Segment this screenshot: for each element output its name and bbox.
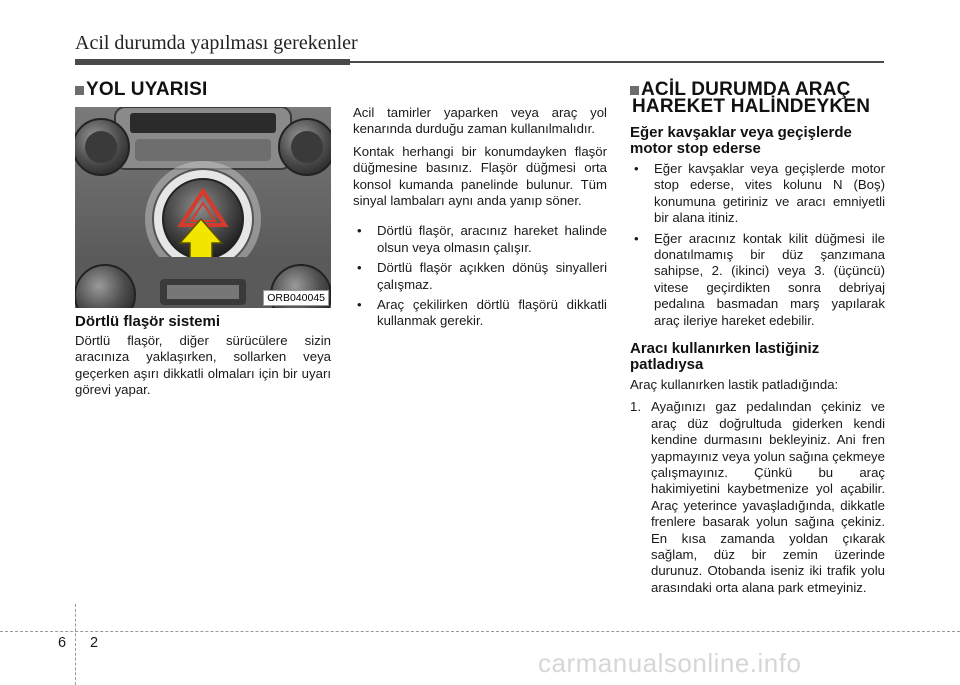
hazard-switch-figure bbox=[75, 107, 331, 308]
middle-paragraph-2: Kontak herhangi bir konumdayken flaşör düğmesine basınız. Flaşör düğmesi orta konsol kumanda panelinde bulunur. Tüm sinyal lambaları aynı anda yanıp söner. bbox=[353, 143, 607, 209]
page-number: 2 bbox=[90, 635, 99, 651]
steps-intro: Araç kullanırken lastik patladığında: bbox=[630, 377, 839, 392]
left-paragraph bbox=[75, 333, 331, 405]
right-subtitle-2: Aracı kullanırken lastiğiniz patladıysa bbox=[630, 340, 820, 373]
right-subtitle-1: Eğer kavşaklar veya geçişlerde motor stop ederse bbox=[630, 124, 852, 157]
header-title: Acil durumda yapılması gerekenler bbox=[75, 32, 358, 54]
footer-divider bbox=[0, 631, 960, 632]
middle-column bbox=[353, 105, 607, 334]
list-item: • Eğer kavşaklar veya geçişlerde motor stop ederse, vites kolunu N (Boş) konumuna getiriniz ve aracı emniyetli bir alana itiniz. bbox=[634, 161, 885, 226]
steps-list bbox=[630, 399, 885, 596]
list-item: • Eğer aracınız kontak kilit düğmesi ile donatılmamış bir düz şanzımana sahipse, 2. (ikinci) veya 3. (üçüncü) vitese geçirdikten sonra debriyaj pedalına basmadan marş yapılarak araç ileriye hareket edebilir. bbox=[634, 230, 885, 328]
hazard-switch-illustration-icon bbox=[75, 107, 331, 308]
right-bullet-list bbox=[630, 161, 885, 329]
right-section-title: ACİL DURUMDA ARAÇ HAREKET HALİNDEYKEN bbox=[632, 79, 871, 117]
left-section-title: YOL UYARISI bbox=[75, 81, 208, 98]
left-subtitle: Dörtlü flaşör sistemi bbox=[75, 313, 221, 330]
watermark: carmanualsonline.info bbox=[538, 648, 802, 678]
header-rule-thin bbox=[350, 61, 884, 63]
header-rule-thick bbox=[75, 59, 350, 65]
figure-code: ORB040045 bbox=[263, 290, 329, 306]
left-paragraph-text: Dörtlü flaşör, diğer sürücülere sizin aracınıza yaklaşırken, sollarken veya geçerken aşırı dikkatli olmaları için bir uyarı görevi yapar. bbox=[75, 333, 331, 398]
right-steps bbox=[630, 377, 885, 596]
list-item: 1. Ayağınızı gaz pedalından çekiniz ve araç düz doğrultuda giderken kendi kendine durmasını bekleyiniz. Ani fren yapmayınız veya yolun sağına çekmeye çalışmayınız. Çünkü bu araç hakimiyetini kaybetmenize yol açabilir. Araç yeterince yavaşladığında, dikkatle frenlere basarak yolun sağına çekiniz. En kısa zamanda yoldan çıkarak sağlam, düz bir zemin üzerinde durunuz. Otobanda iseniz iki trafik yolu arasındaki orta alana park etmeyiniz. bbox=[630, 399, 885, 595]
list-item: • Dörtlü flaşör açıkken dönüş sinyalleri çalışmaz. bbox=[357, 260, 607, 292]
section-marker-icon bbox=[75, 86, 84, 95]
footer-divider-vertical bbox=[75, 604, 76, 685]
middle-paragraph-1: Acil tamirler yaparken veya araç yol kenarında durduğu zaman kullanılmalıdır. bbox=[353, 105, 607, 137]
list-item: • Araç çekilirken dörtlü flaşörü dikkatli kullanmak gerekir. bbox=[357, 297, 607, 329]
right-bullets bbox=[630, 161, 885, 333]
section-marker-icon bbox=[630, 86, 639, 95]
list-item: • Dörtlü flaşör, aracınız hareket halinde olsun veya olmasın çalışır. bbox=[357, 223, 607, 255]
middle-bullet-list bbox=[353, 223, 607, 329]
chapter-number: 6 bbox=[58, 635, 67, 651]
